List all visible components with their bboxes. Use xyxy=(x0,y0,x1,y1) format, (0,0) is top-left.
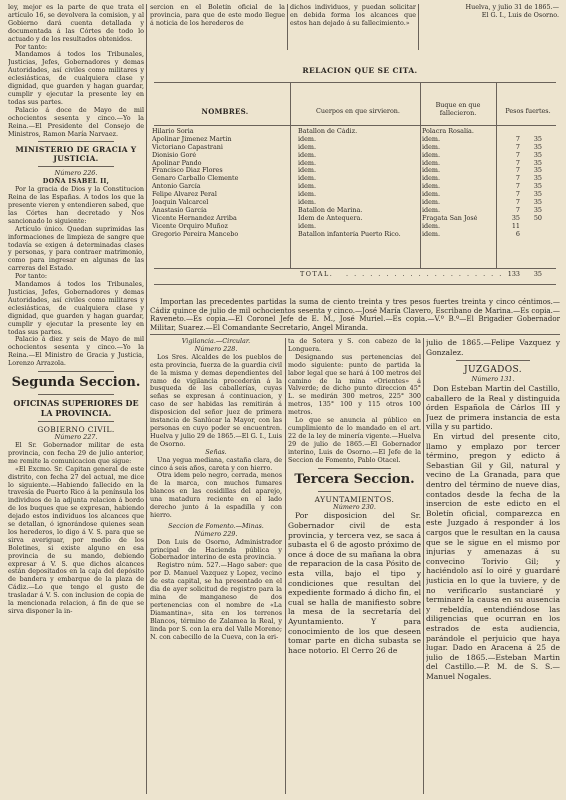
row-cts: 35 xyxy=(533,183,542,191)
table-row xyxy=(150,160,560,168)
section-rule xyxy=(150,334,560,335)
row-corps: Batallon de Marina. xyxy=(298,206,363,214)
row-pesos: 7 xyxy=(515,175,520,183)
row-corps: idem. xyxy=(298,183,317,191)
column-3-bottom xyxy=(288,338,421,794)
total-label: TOTAL. xyxy=(300,270,334,278)
row-name: Vicente Orquiro Muñoz xyxy=(152,222,228,230)
row-name: Genaro Carballo Clemente xyxy=(152,175,239,183)
col-header-ship: Buque en que fallecieron. xyxy=(435,101,481,117)
col1-top-text: ley, mejor es la parte de que trata el artículo 16, se devolvera la comision, y al Gobierno dará cuenta detallada y documentada á las Córtes de todo lo actuado y de los resultados obtenidos. xyxy=(8,4,144,43)
segunda-seccion-heading: Segunda Seccion. xyxy=(11,375,141,391)
table-rows xyxy=(150,128,560,238)
row-pesos: 7 xyxy=(515,191,520,199)
row-ship: idem. xyxy=(422,183,441,191)
row-ship: idem. xyxy=(422,143,441,151)
relation-table xyxy=(150,54,560,294)
registro-text: Registro núm. 527.—Hago saber: que por D. Manuel Vazquez y Lopez, vecino de esta capital, se ha presentado en el dia de ayer solicitud de registro para la mina de manganeso de dos pertenencias con el nombre de «La Diamantina», sita en los terrenos Blancos, término de Zalamea la Real, y linda por S. con la era del Valle Moreno; N. con cabecillo de la Cueva, con la eri- xyxy=(150,561,282,641)
row-corps: idem. xyxy=(298,143,317,151)
table-row xyxy=(150,231,560,239)
table-row xyxy=(150,207,560,215)
column-rule xyxy=(423,338,424,794)
senas-text: Una yegua mediana, castaña clara, de cinco á seis años, careta y con hierro. xyxy=(150,455,282,472)
row-name: Antonio García xyxy=(152,183,201,191)
col1-mandamos-2: Mandamos á todos los Tribunales, Justicias, Jefes, Gobernadores y demas Autoridades, así civiles como militares y eclesiásticas, de cualquiera clase y dignidad, que guarden y hagan guardar, cumplir y ejecutar la presente ley en todas sus partes. xyxy=(8,280,144,336)
table-row xyxy=(150,136,560,144)
row-ship: idem. xyxy=(422,206,441,214)
fomento-heading: Seccion de Fomento.—Minas. xyxy=(168,521,264,530)
articulo-unico: Artículo único. Quedan suprimidas las informaciones de limpieza de sangre que todavía se exigen á determinadas clases y personas, y para contraer matrimonio, como para ingresar en algunas de las carreras del Estado. xyxy=(8,224,144,273)
col1-palacio-2: Palacio á diez y seis de Mayo de mil ochocientos sesenta y cinco.—Yo la Reina.—El Ministro de Gracia y Justicia, Lorenzo Arrazola. xyxy=(8,335,144,368)
row-pesos: 6 xyxy=(515,230,520,238)
n230-text: Por disposicion del Sr. Gobernador civil de esta provincia, y tercera vez, se saca á subasta el 6 de agosto próximo de once á doce de su mañana la obra de reparacion de la casa Pósito de esta villa, bajo el tipo y condiciones que resultan del expediente formado á dicho fin, el cual se halla de manifiesto sobre la mesa de la secretaría del Ayuntamiento. Y para conocimiento de los que deseen tomar parte en dicha subasta se hace notorio. El Cerro 26 de xyxy=(288,511,421,655)
row-name: Hilario Soria xyxy=(152,128,194,135)
row-cts: 35 xyxy=(533,159,542,167)
numero-229: Número 229. xyxy=(194,529,238,538)
relation-title: RELACION QUE SE CITA. xyxy=(302,66,418,75)
otra-text: Otra idem pelo negro, cerrada, menos de la marca, con muchos fumares blancos en las cosidillas del aparejo, una matadura reciente en el lado derecho junto á la espadilla y con hierro. xyxy=(150,471,282,519)
table-row xyxy=(150,215,560,223)
col4b-top-text: julio de 1865.—Felipe Vazquez y Gonzalez. xyxy=(426,338,560,357)
row-cts: 35 xyxy=(533,191,542,199)
row-ship: idem. xyxy=(422,199,441,207)
publica-text: Lo que se anuncia al público en cumplimiento de lo mandado en el art. 22 de la ley de minería vigente.—Huelva 29 de julio de 1865.—El Gobernador interino, Luis de Osorno.—El Jefe de la Seccion de Fomento, Pablo Otacel. xyxy=(288,416,421,464)
row-ship: idem. xyxy=(422,222,441,230)
total-dots: . . . . . . . . . . . . . . . . . . . . xyxy=(346,270,504,278)
row-pesos: 7 xyxy=(515,183,520,191)
separator xyxy=(38,421,114,422)
row-corps: idem. xyxy=(298,151,317,159)
row-pesos: 11 xyxy=(511,222,520,230)
juzgados-heading: JUZGADOS. xyxy=(463,365,523,376)
numero-226: Número 226. xyxy=(54,169,98,178)
row-pesos: 7 xyxy=(515,151,520,159)
ministry-heading: MINISTERIO DE GRACIA Y JUSTICIA. xyxy=(15,145,137,164)
separator xyxy=(318,468,391,469)
table-row xyxy=(150,152,560,160)
oficinas-heading: OFICINAS SUPERIORES DE LA PROVINCIA. xyxy=(13,398,139,419)
row-ship: idem. xyxy=(422,167,441,175)
row-name: Joaquin Valcarcel xyxy=(152,199,209,207)
senas-heading: Señas. xyxy=(205,447,227,456)
col3b-cont-text: ta de Sotera y S. con cabezo de la Longuera. xyxy=(288,338,421,353)
row-name: Apolinar Jimenez Martin xyxy=(152,135,232,143)
row-corps: idem. xyxy=(298,135,317,143)
row-cts: 35 xyxy=(533,143,542,151)
row-corps: idem. xyxy=(298,167,317,175)
row-name: Anastasio García xyxy=(152,206,207,214)
row-corps: idem. xyxy=(298,175,317,183)
row-cts: 35 xyxy=(533,206,542,214)
row-ship: idem. xyxy=(422,230,441,238)
numero-228: Número 228. xyxy=(194,344,238,353)
n227-text: El Sr. Gobernador militar de esta provincia, con fecha 29 de julio anterior, me remite la comunicacion que sigue: xyxy=(8,440,144,465)
row-ship: idem. xyxy=(422,135,441,143)
numero-230: Número 230. xyxy=(333,502,376,511)
col4-top-date: Huelva, y julio 31 de 1865.— xyxy=(465,4,559,11)
tercera-seccion-heading: Tercera Seccion. xyxy=(294,471,415,487)
col1-por-tanto-2: Por tanto: xyxy=(15,272,48,281)
vigilancia-heading: Vigilancia.—Circular. xyxy=(181,338,251,345)
gobierno-civil-heading: GOBIERNO CIVIL. xyxy=(37,425,115,435)
row-cts: 35 xyxy=(533,199,542,207)
numero-131: Número 131. xyxy=(471,375,515,384)
table-row xyxy=(150,144,560,152)
n228-text: Los Sres. Alcaldes de los pueblos de esta provincia, fuerza de la guardia civil de la misma y demas dependientes del ramo de vigilancia procederán á la busqueda de las caballerías, cuyas señas se expresan á continuacion, y caso de ser habidas las remitirán á disposicion del señor juez de primera instancia de Sanlúcar la Mayor, con las personas en cuyo poder se encuentren. Huelva y julio 29 de 1865.—El G. I., Luis de Osorno. xyxy=(150,352,282,448)
row-corps: idem. xyxy=(298,159,317,167)
total-cts: 35 xyxy=(533,270,542,278)
table-row xyxy=(150,128,560,136)
row-corps: Idem de Antequera. xyxy=(298,214,363,222)
column-rule xyxy=(146,4,147,794)
table-row xyxy=(150,167,560,175)
row-pesos: 7 xyxy=(515,159,520,167)
row-ship: idem. xyxy=(422,151,441,159)
numero-227: Número 227. xyxy=(54,433,98,442)
column-rule xyxy=(287,4,288,50)
separator xyxy=(38,394,114,395)
table-row xyxy=(150,223,560,231)
virtud-text: En virtud del presente cito, llamo y emplazo por tercer término, pregon y edicto á Sebastian Gil y Gil, natural y vecino de La Granada, para que dentro del término de nueve dias, contados desde la fecha de la insercion de este edicto en el Boletín oficial, comparezca en este Juzgado á responder á los cargos que le resultan en la causa que se le sigue en el mismo por injurias y amenazas á su convecino Torivio Gil; y haciéndolo así lo oiré y guardaré justicia en lo que la tuviere, y de no verificarlo sustanciaré y terminaré la causa en su ausencia y rebeldía, entendiéndose las diligencias que ocurran en los estrados de esta audiencia, parándole el perjuicio que haya lugar. Dado en Aracena á 25 de julio de 1865.—Esteban Martin del Castillo.—P. M. de S. S.—Manuel Nogales. xyxy=(426,432,560,681)
col1-por-tanto-1: Por tanto: xyxy=(15,42,48,51)
column-rule xyxy=(285,338,286,794)
separator xyxy=(38,371,114,372)
row-name: Felipe Alvarez Peral xyxy=(152,191,217,199)
column-2-top xyxy=(150,4,285,54)
table-rule xyxy=(154,284,556,285)
row-name: Vicente Hernandez Arriba xyxy=(152,214,237,222)
row-name: Gregorio Pereira Mancebo xyxy=(152,230,239,238)
row-pesos: 7 xyxy=(515,135,520,143)
column-2-bottom xyxy=(150,338,282,794)
row-pesos: 7 xyxy=(515,143,520,151)
row-ship: idem. xyxy=(422,191,441,199)
separator xyxy=(38,166,114,167)
row-pesos: 35 xyxy=(511,214,520,222)
isabel-text: Por la gracia de Dios y la Constitucion Reina de las Españas. A todos los que la presente vieren y entendieren sabed, que las Córtes han decretado y Nos sancionado lo siguiente: xyxy=(8,185,144,225)
row-ship: idem. xyxy=(422,175,441,183)
table-row xyxy=(150,191,560,199)
designando-text: Designando sus pertenencias del modo siguiente: punto de partida la labor legal que se hará á 100 metros del camino de la mina «Orientes» á Valverde; de dicho punto direccion 45° L. se medirán 300 metros, 225° 300 metros, 135° 100 y 115 otros 100 metros. xyxy=(288,352,421,417)
n229-text: Don Luis de Osorno, Administrador principal de Hacienda pública y Gobernador interino de esta provincia. xyxy=(150,537,282,562)
row-pesos: 7 xyxy=(515,167,520,175)
table-row xyxy=(150,175,560,183)
row-name: Apolinar Pando xyxy=(152,159,202,167)
row-pesos: 7 xyxy=(515,206,520,214)
row-corps: Batallon de Cádiz. xyxy=(298,128,358,135)
column-3-top xyxy=(290,4,416,50)
row-cts: 35 xyxy=(533,135,542,143)
row-corps: Batallon infantería Puerto Rico. xyxy=(298,230,401,238)
row-name: Francisco Diaz Flores xyxy=(152,167,223,175)
col-header-pesos: Pesos fuertes. xyxy=(505,107,551,115)
col-header-names: NOMBRES. xyxy=(201,107,249,116)
table-rule xyxy=(154,268,556,269)
column-1 xyxy=(8,4,144,794)
row-ship: idem. xyxy=(422,159,441,167)
separator xyxy=(456,360,530,361)
row-corps: idem. xyxy=(298,222,317,230)
row-cts: 35 xyxy=(533,167,542,175)
separator xyxy=(38,141,114,142)
table-row xyxy=(150,199,560,207)
table-total xyxy=(150,270,560,280)
row-ship: Fragata San José xyxy=(422,214,478,222)
column-4-bottom xyxy=(426,338,560,794)
column-rule xyxy=(418,4,419,50)
dona-isabel: DOÑA ISABEL II, xyxy=(42,177,110,186)
ayuntamientos-heading: AYUNTAMIENTOS. xyxy=(314,494,395,504)
row-cts: 35 xyxy=(533,151,542,159)
row-name: Dionisio Goré xyxy=(152,151,197,159)
n131-text: Don Esteban Martin del Castillo, caballero de la Real y distinguida órden Española de Cárlos III y Juez de primera instancia de esta villa y su partido. xyxy=(426,384,560,432)
col1-mandamos-1: Mandamos á todos los Tribunales, Justicias, Jefes, Gobernadores y demas Autoridades, así civiles como militares y eclesiásticas, de cualquiera clase y dignidad, que guarden y hagan guardar, cumplir y ejecutar la presente ley en todas sus partes. xyxy=(8,50,144,106)
total-pesos: 133 xyxy=(507,270,520,278)
row-ship: Polacra Rosalía. xyxy=(422,128,474,135)
col3-top-text: dichos individuos, y puedan solicitar en debida forma los alcances que estos han dejado á su fallecimiento.» xyxy=(290,4,416,27)
excmo-text: «El Excmo. Sr. Capitan general de este distrito, con fecha 27 del actual, me dice lo siguiente.—Habiendo fallecido en la travesía de Puerto Rico á la península los individuos de la adjunta relacion á bordo de los buques que se expresan, habiendo dejado estos individuos los alcances que se detallan, ó ignorándose quienes sean los herederos, lo digo á V. S. para que se sirva averiguar, por medio de los Boletines, si existe alguno en esa provincia de su mando, debiendo expresar á V. S. que dichos alcances están depositados en la caja del depósito de bandera y embarque de la plaza de Cádiz.—Lo que tengo el gusto de trasladar á V. S. con inclusion de copia de la mencionada relacion, á fin de que se sirva disponer la in- xyxy=(8,464,144,615)
col-header-corps: Cuerpos en que sirvieron. xyxy=(316,107,400,115)
row-cts: 35 xyxy=(533,175,542,183)
column-4-top xyxy=(421,4,559,50)
col4-top-sign: El G. I., Luis de Osorno. xyxy=(481,10,559,19)
row-corps: idem. xyxy=(298,199,317,207)
row-corps: idem. xyxy=(298,191,317,199)
row-pesos: 7 xyxy=(515,199,520,207)
relation-footnote: Importan las precedentes partidas la suma de ciento treinta y tres pesos fuertes treinta y cinco céntimos.—Cádiz quince de julio de mil ochocientos sesenta y cinco.—José María Clavero, Escribano de Marina.—Es copia.—Raveneto.—Es copia.—El Coronel Jefe de E. M., José Muriel.—Es copia.—V.º B.º—El Brigadier Gobernador Militar, Suarez.—El Comandante Secretario, Angel Miranda. xyxy=(150,297,560,332)
col1-palacio-1: Palacio á doce de Mayo de mil ochocientos sesenta y cinco.—Yo la Reina.—El Presidente del Consejo de Ministros, Ramon María Narvaez. xyxy=(8,105,144,138)
table-row xyxy=(150,183,560,191)
row-name: Victoriano Capastrani xyxy=(152,143,223,151)
col2-top-text: sercion en el Boletín oficial de la provincia, para que de este modo llegue á noticia de los herederos de xyxy=(150,4,285,27)
table-rule xyxy=(154,125,556,126)
separator xyxy=(318,491,391,492)
row-cts: 50 xyxy=(533,214,542,222)
